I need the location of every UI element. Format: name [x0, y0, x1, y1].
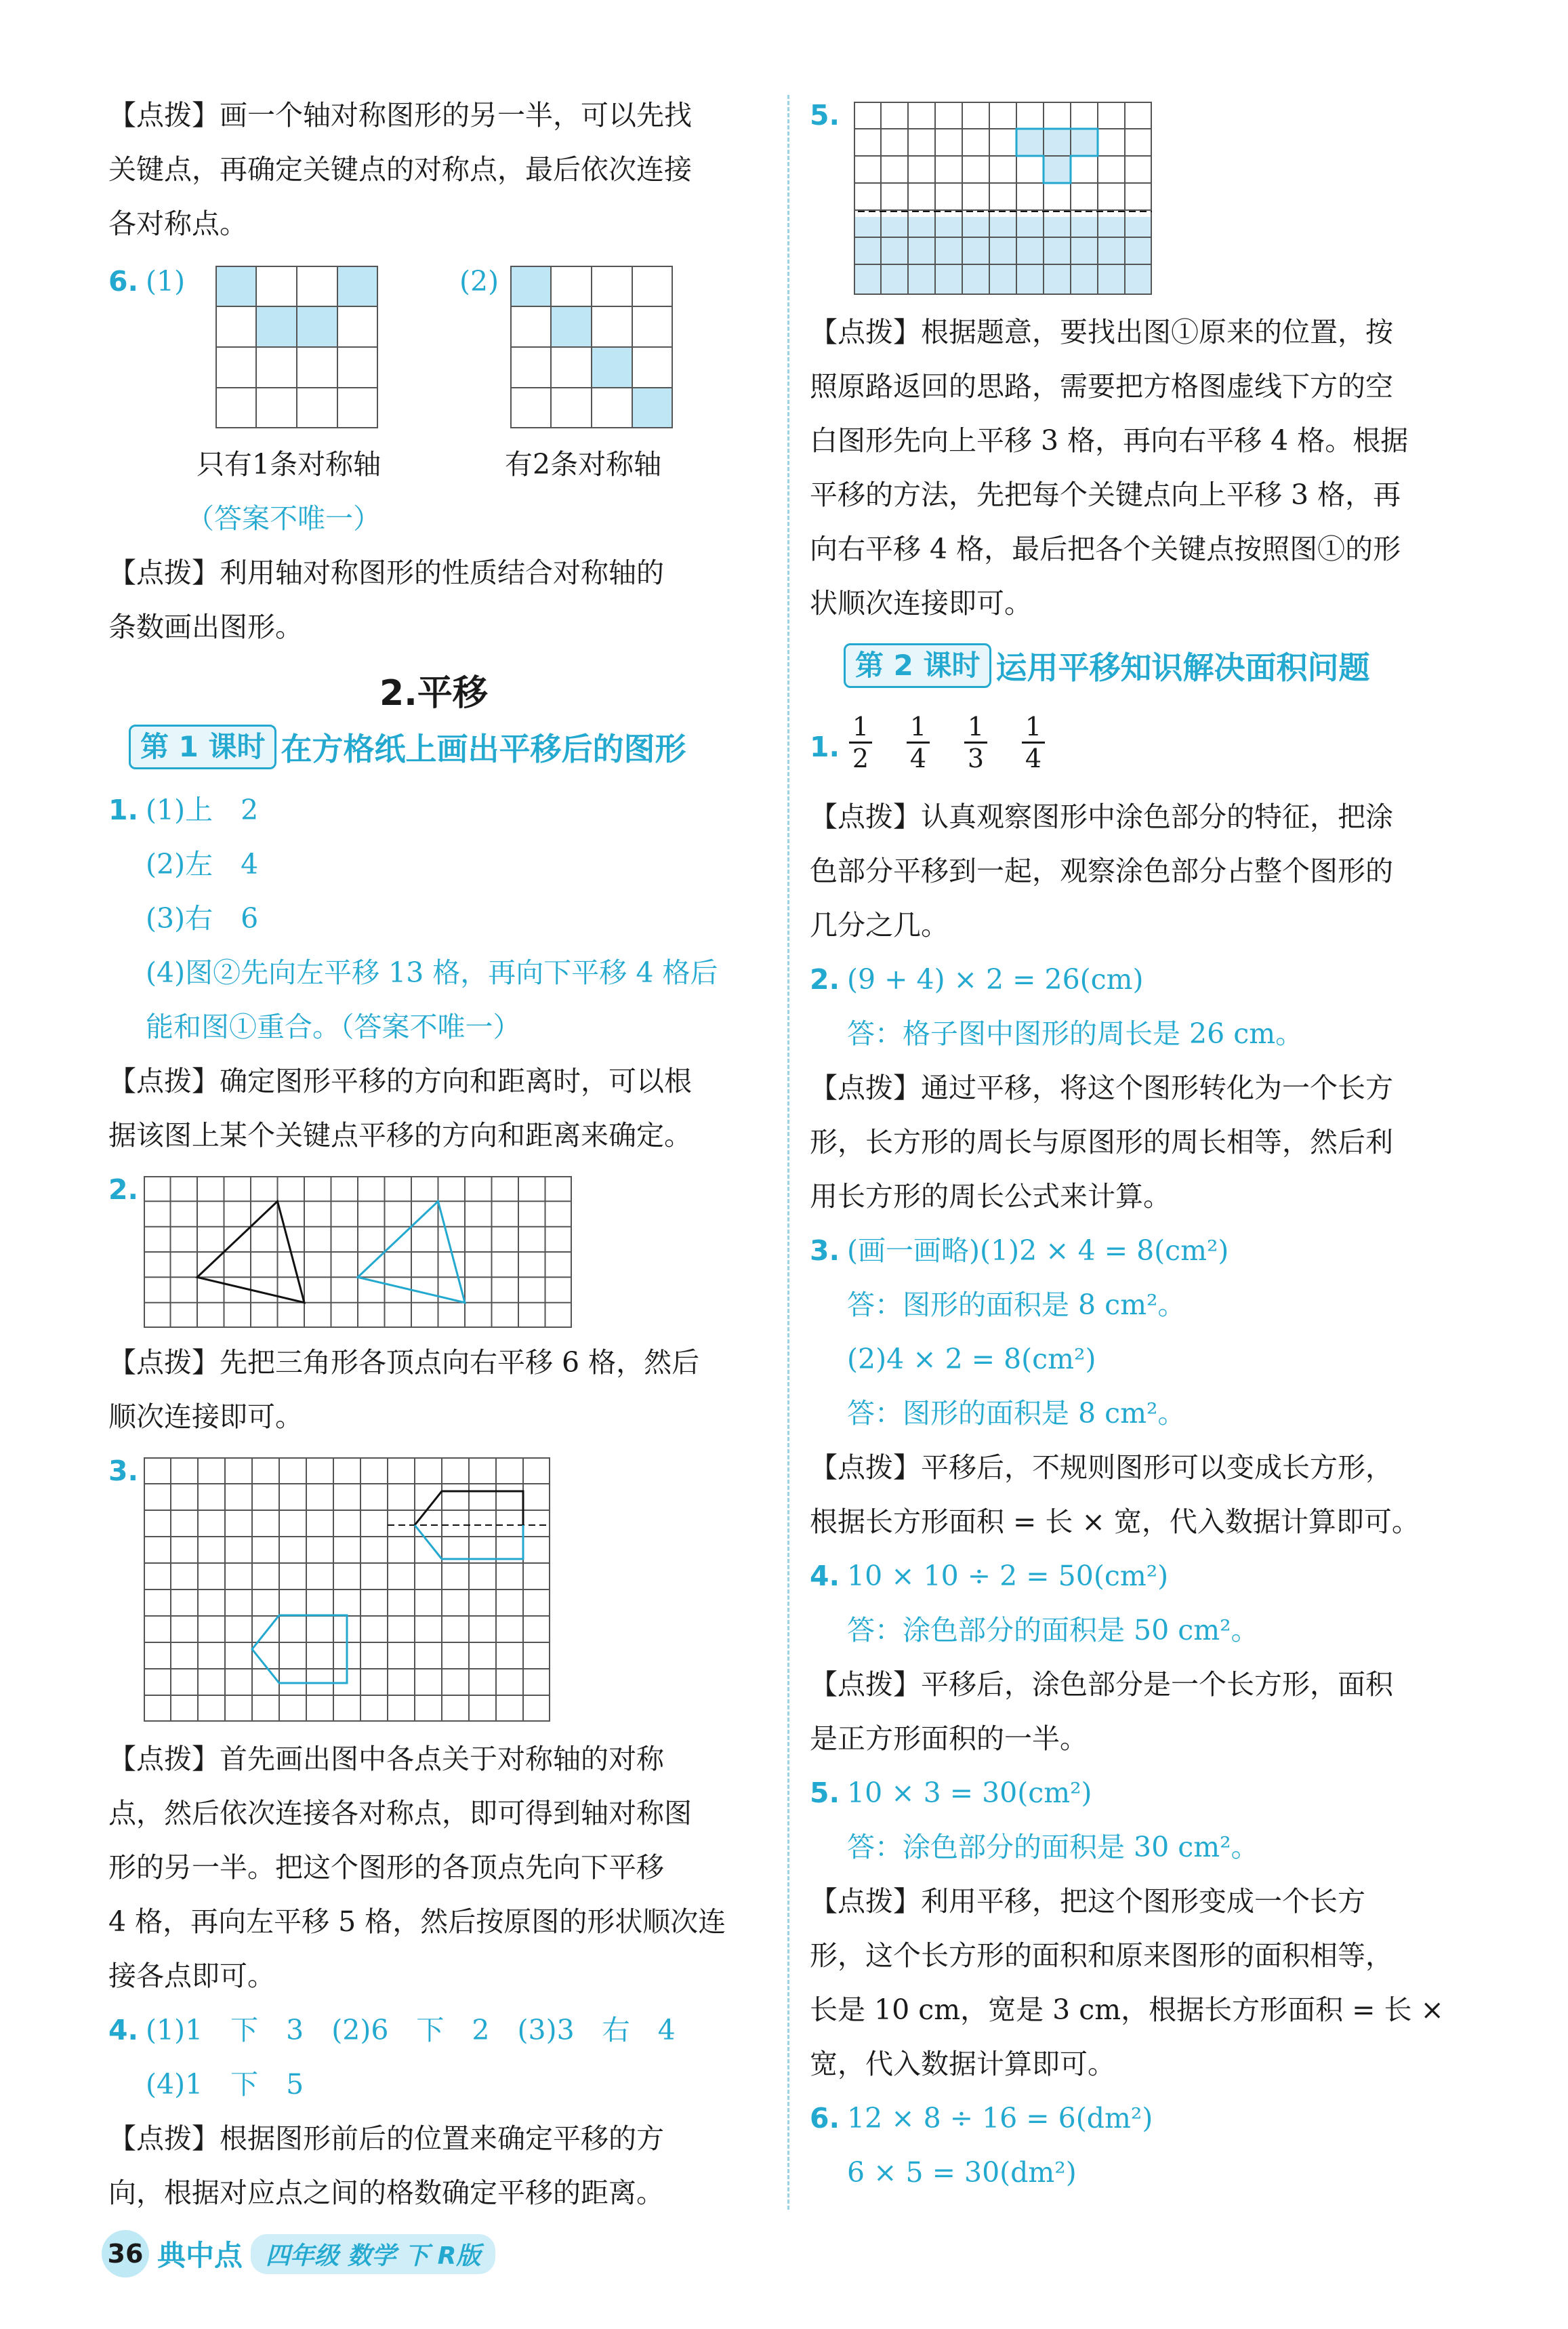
- fraction-numerator: 1: [967, 712, 985, 742]
- r-q5-hint-2: 照原路返回的思路，需要把方格图虚线下方的空: [810, 370, 1393, 403]
- r-q2-hint-2: 形，长方形的周长与原图形的周长相等，然后利: [810, 1126, 1393, 1158]
- r-q3-hint-2: 根据长方形面积 = 长 × 宽，代入数据计算即可。: [810, 1505, 1420, 1538]
- r-q3-hint-1: 【点拨】平移后，不规则图形可以变成长方形，: [810, 1451, 1393, 1484]
- fraction-denominator: 3: [967, 744, 985, 773]
- l-q4-number: 4.: [108, 2014, 139, 2046]
- q6-grid-1: [215, 266, 378, 428]
- l-q1-hint-1: 【点拨】确定图形平移的方向和距离时，可以根: [108, 1065, 692, 1097]
- q6-caption-1: 只有1条对称轴: [197, 448, 381, 481]
- l-q4-hint-2: 向，根据对应点之间的格数确定平移的距离。: [108, 2176, 664, 2209]
- l-q1-hint-2: 据该图上某个关键点平移的方向和距离来确定。: [108, 1119, 692, 1152]
- r-q5-hint-5: 向右平移 4 格，最后把各个关键点按照图①的形: [810, 533, 1401, 565]
- l-q2-grid: [144, 1176, 572, 1328]
- r-q5-hint-1: 【点拨】根据题意，要找出图①原来的位置，按: [810, 316, 1393, 348]
- q6-note: （答案不唯一）: [186, 502, 381, 535]
- hint-top-1: 【点拨】画一个轴对称图形的另一半，可以先找: [108, 99, 692, 131]
- r-q1-fraction: [849, 712, 872, 773]
- l-q1-number: 1.: [108, 794, 139, 826]
- fraction-denominator: 4: [1025, 744, 1042, 773]
- r-q6-expr1: 12 × 8 ÷ 16 = 6(dm²): [847, 2102, 1153, 2134]
- fraction-denominator: 4: [909, 744, 927, 773]
- r-q3-expr2: (2)4 × 2 = 8(cm²): [847, 1343, 1096, 1375]
- r-q2-hint-1: 【点拨】通过平移，将这个图形转化为一个长方: [810, 1072, 1393, 1104]
- l-q3-hint-5: 接各点即可。: [108, 1960, 275, 1992]
- l-q4-line1: (1)1 下 3 (2)6 下 2 (3)3 右 4: [146, 2014, 676, 2046]
- r-q3-answer1: 答：图形的面积是 8 cm²。: [847, 1289, 1186, 1321]
- r-q2-expr: (9 + 4) × 2 = 26(cm): [847, 963, 1144, 996]
- lesson1-header: [129, 725, 686, 769]
- hint-top-3: 各对称点。: [108, 207, 247, 240]
- r-q6-number: 6.: [810, 2102, 840, 2134]
- l-q1-a4-line2: 能和图①重合。（答案不唯一）: [146, 1011, 521, 1043]
- r-q5b-hint-1: 【点拨】利用平移，把这个图形变成一个长方: [810, 1885, 1365, 1918]
- q6-number: 6.: [108, 265, 139, 298]
- r-q5-hint-3: 白图形先向上平移 3 格，再向右平移 4 格。根据: [810, 424, 1409, 457]
- l-q1-a3: (3)右 6: [146, 902, 259, 935]
- r-q4-hint-1: 【点拨】平移后，涂色部分是一个长方形，面积: [810, 1668, 1393, 1701]
- q6-part1-label: (1): [146, 265, 186, 298]
- r-q3-answer2: 答：图形的面积是 8 cm²。: [847, 1397, 1186, 1430]
- q6-caption-2: 有2条对称轴: [505, 448, 662, 481]
- l-q1-a4-line1: (4)图②先向左平移 13 格，再向下平移 4 格后: [146, 956, 718, 989]
- l-q3-number: 3.: [108, 1455, 139, 1487]
- column-divider: [787, 95, 789, 2210]
- l-q1-a1: (1)上 2: [146, 794, 259, 826]
- l-q3-grid: [144, 1457, 550, 1722]
- r-q5b-hint-2: 形，这个长方形的面积和原来图形的面积相等，: [810, 1939, 1393, 1972]
- page-footer: [102, 2227, 495, 2281]
- r-q5-hint-4: 平移的方法，先把每个关键点向上平移 3 格，再: [810, 479, 1401, 511]
- r-q4-answer: 答：涂色部分的面积是 50 cm²。: [847, 1614, 1259, 1646]
- lesson2-title: 运用平移知识解决面积问题: [995, 649, 1370, 686]
- q6-part2-label: (2): [459, 265, 499, 298]
- r-q5-number: 5.: [810, 99, 840, 131]
- l-q1-a2: (2)左 4: [146, 848, 259, 880]
- r-q1-hint-1: 【点拨】认真观察图形中涂色部分的特征，把涂: [810, 801, 1393, 833]
- l-q3-hint-1: 【点拨】首先画出图中各点关于对称轴的对称: [108, 1743, 664, 1775]
- q6-grid-2: [510, 266, 673, 428]
- section-title: 2.平移: [379, 673, 488, 714]
- r-q2-answer: 答：格子图中图形的周长是 26 cm。: [847, 1017, 1304, 1050]
- fraction-numerator: 1: [909, 712, 927, 742]
- lesson1-badge: 第 1 课时: [129, 725, 276, 769]
- r-q5b-answer: 答：涂色部分的面积是 30 cm²。: [847, 1831, 1259, 1863]
- l-q4-line2: (4)1 下 5: [146, 2068, 304, 2101]
- fraction-numerator: 1: [1025, 712, 1042, 742]
- brand-logo: 典中点: [157, 2239, 243, 2272]
- r-q5-grid: [854, 102, 1152, 295]
- lesson2-header: [844, 644, 1369, 687]
- r-q5b-number: 5.: [810, 1777, 840, 1809]
- r-q5b-hint-4: 宽，代入数据计算即可。: [810, 2048, 1115, 2080]
- l-q3-hint-3: 形的另一半。把这个图形的各顶点先向下平移: [108, 1851, 664, 1884]
- r-q1-fraction: [1022, 712, 1045, 773]
- r-q4-hint-2: 是正方形面积的一半。: [810, 1722, 1088, 1755]
- l-q4-hint-1: 【点拨】根据图形前后的位置来确定平移的方: [108, 2122, 664, 2155]
- lesson2-badge: 第 2 课时: [844, 643, 991, 688]
- q6-hint-2: 条数画出图形。: [108, 611, 303, 643]
- fraction-denominator: 2: [852, 744, 869, 773]
- r-q5b-hint-3: 长是 10 cm，宽是 3 cm，根据长方形面积 = 长 ×: [810, 1993, 1444, 2026]
- lesson1-title: 在方格纸上画出平移后的图形: [281, 731, 686, 767]
- r-q1-number: 1.: [810, 731, 840, 763]
- r-q4-number: 4.: [810, 1560, 840, 1592]
- q6-hint-1: 【点拨】利用轴对称图形的性质结合对称轴的: [108, 556, 664, 589]
- l-q3-hint-2: 点，然后依次连接各对称点，即可得到轴对称图: [108, 1797, 692, 1829]
- book-label: 四年级 数学 下 R版: [251, 2234, 495, 2274]
- r-q5b-expr: 10 × 3 = 30(cm²): [847, 1777, 1092, 1809]
- l-q2-number: 2.: [108, 1173, 139, 1206]
- r-q2-hint-3: 用长方形的周长公式来计算。: [810, 1180, 1171, 1213]
- r-q1-hint-3: 几分之几。: [810, 909, 949, 941]
- r-q3-expr1: (画一画略)(1)2 × 4 = 8(cm²): [847, 1234, 1229, 1267]
- page-number: 36: [102, 2230, 149, 2277]
- r-q2-number: 2.: [810, 963, 840, 996]
- l-q2-hint-1: 【点拨】先把三角形各顶点向右平移 6 格，然后: [108, 1346, 700, 1379]
- r-q1-hint-2: 色部分平移到一起，观察涂色部分占整个图形的: [810, 855, 1393, 887]
- l-q3-hint-4: 4 格，再向左平移 5 格，然后按原图的形状顺次连: [108, 1905, 726, 1938]
- fraction-numerator: 1: [852, 712, 869, 742]
- r-q3-number: 3.: [810, 1234, 840, 1267]
- r-q4-expr: 10 × 10 ÷ 2 = 50(cm²): [847, 1560, 1169, 1592]
- r-q6-expr2: 6 × 5 = 30(dm²): [847, 2156, 1077, 2189]
- hint-top-2: 关键点，再确定关键点的对称点，最后依次连接: [108, 153, 692, 186]
- r-q5-hint-6: 状顺次连接即可。: [810, 587, 1032, 620]
- l-q2-hint-2: 顺次连接即可。: [108, 1400, 303, 1433]
- r-q1-fraction: [964, 712, 987, 773]
- r-q1-fraction: [907, 712, 930, 773]
